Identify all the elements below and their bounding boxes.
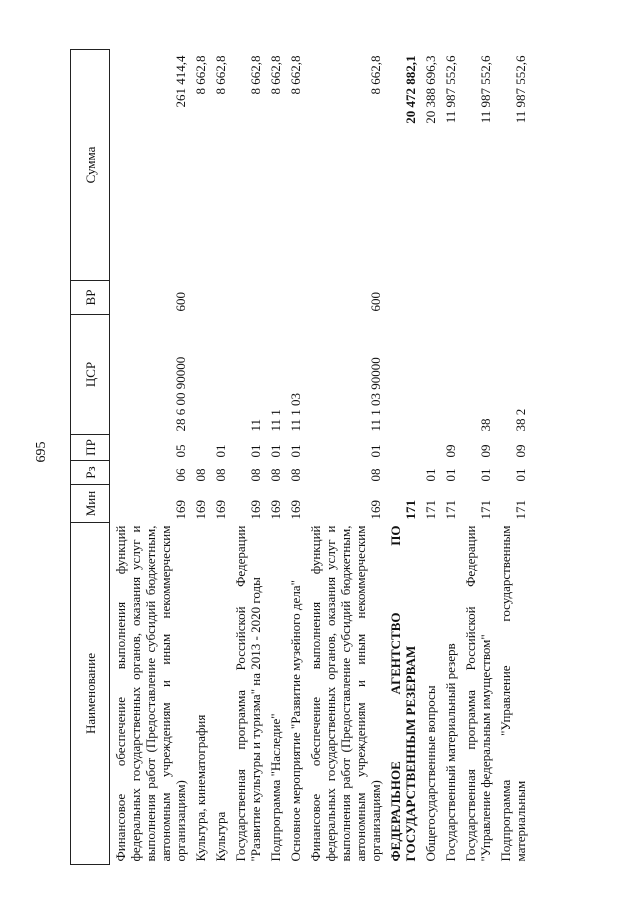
cell-vr <box>190 281 210 315</box>
cell-sum: 8 662,8 <box>268 55 283 95</box>
cell-sum: 8 662,8 <box>248 55 263 95</box>
header-csr: ЦСР <box>71 315 110 435</box>
table-header-row <box>71 50 110 865</box>
cell-csr <box>420 315 440 435</box>
table-row <box>305 50 385 865</box>
table-row <box>495 50 530 865</box>
cell-min: 169 <box>248 500 263 520</box>
cell-pr: 01 <box>268 444 283 458</box>
cell-min: 171 <box>403 500 418 520</box>
cell-csr: 11 1 03 90000 <box>368 357 383 432</box>
header-vr: ВР <box>71 281 110 315</box>
table-row <box>110 50 191 865</box>
cell-name: Финансовое обеспечение выполнения функций федеральных государственных органов, оказания услуг и выполнения работ (Предоставление субсидий бюджетным, автономным учреждениям и иным некоммерческим организациям) <box>113 525 188 862</box>
cell-min: 169 <box>268 500 283 520</box>
cell-vr <box>265 281 285 315</box>
cell-sum: 8 662,8 <box>368 55 383 95</box>
cell-rz: 08 <box>193 468 208 482</box>
cell-pr: 09 <box>478 444 493 458</box>
page-number: 695 <box>34 441 49 463</box>
cell-pr: 09 <box>443 444 458 458</box>
table-row <box>210 50 230 865</box>
cell-pr <box>385 435 420 461</box>
cell-vr <box>440 281 460 315</box>
cell-min: 171 <box>423 500 438 520</box>
cell-sum: 11 987 552,6 <box>513 55 528 124</box>
cell-name: Подпрограмма "Наследие" <box>268 713 283 862</box>
cell-rz: 08 <box>288 468 303 482</box>
cell-vr <box>385 281 420 315</box>
cell-min: 169 <box>173 500 188 520</box>
header-rz: Рз <box>71 461 110 485</box>
cell-vr <box>495 281 530 315</box>
cell-rz: 08 <box>248 468 263 482</box>
cell-pr: 01 <box>248 444 263 458</box>
cell-name: Государственная программа Российской Федерации "Развитие культуры и туризма" на 2013 - 2020 годы <box>233 525 263 862</box>
cell-pr: 01 <box>213 444 228 458</box>
cell-name: Культура <box>213 811 228 862</box>
cell-csr: 11 1 <box>268 409 283 432</box>
cell-pr: 05 <box>173 444 188 458</box>
table-row <box>460 50 495 865</box>
cell-sum: 8 662,8 <box>288 55 303 95</box>
cell-min: 171 <box>443 500 458 520</box>
cell-min: 169 <box>288 500 303 520</box>
cell-rz: 08 <box>268 468 283 482</box>
table-row <box>190 50 210 865</box>
cell-rz: 08 <box>213 468 228 482</box>
header-min: Мин <box>71 485 110 523</box>
table-row <box>385 50 420 865</box>
cell-name: Основное мероприятие "Развитие музейного дела" <box>288 580 303 862</box>
cell-vr <box>460 281 495 315</box>
cell-sum: 20 388 696,3 <box>423 55 438 124</box>
cell-csr <box>385 315 420 435</box>
cell-csr <box>190 315 210 435</box>
cell-name: Общегосударственные вопросы <box>423 685 438 862</box>
cell-csr: 38 2 <box>513 408 528 432</box>
cell-pr: 09 <box>513 444 528 458</box>
cell-pr <box>420 435 440 461</box>
cell-sum: 11 987 552,6 <box>478 55 493 124</box>
table-row <box>285 50 305 865</box>
cell-pr: 01 <box>368 444 383 458</box>
cell-vr <box>285 281 305 315</box>
cell-min: 171 <box>478 500 493 520</box>
cell-csr: 11 <box>248 418 263 432</box>
cell-csr: 11 1 03 <box>288 392 303 432</box>
cell-rz: 01 <box>513 468 528 482</box>
cell-vr <box>420 281 440 315</box>
cell-name: ФЕДЕРАЛЬНОЕ АГЕНТСТВО ПО ГОСУДАРСТВЕННЫМ РЕЗЕРВАМ <box>388 525 418 862</box>
table-row <box>265 50 285 865</box>
cell-name: Подпрограмма "Управление государственным материальным <box>498 525 528 862</box>
cell-sum: 8 662,8 <box>193 55 208 95</box>
cell-name: Финансовое обеспечение выполнения функций федеральных государственных органов, оказания услуг и выполнения работ (Предоставление субсидий бюджетным, автономным учреждениям и иным некоммерческим организациям) <box>308 525 383 862</box>
header-name: Наименование <box>71 523 110 865</box>
cell-name: Культура, кинематография <box>193 714 208 862</box>
table-row <box>440 50 460 865</box>
budget-table <box>70 49 530 865</box>
budget-table-rotated <box>70 50 615 865</box>
cell-vr <box>210 281 230 315</box>
table-row <box>230 50 265 865</box>
cell-rz: 08 <box>368 468 383 482</box>
header-pr: ПР <box>71 435 110 461</box>
header-sum: Сумма <box>71 50 110 281</box>
cell-rz: 06 <box>173 468 188 482</box>
cell-vr: 600 <box>368 292 383 312</box>
table-row <box>420 50 440 865</box>
cell-csr <box>440 315 460 435</box>
cell-name: Государственная программа Российской Федерации "Управление федеральным имуществом" <box>463 525 493 862</box>
cell-csr: 38 <box>478 418 493 432</box>
cell-pr: 01 <box>288 444 303 458</box>
cell-pr <box>190 435 210 461</box>
cell-sum: 20 472 882,1 <box>403 55 418 124</box>
cell-sum: 8 662,8 <box>213 55 228 95</box>
cell-csr <box>210 315 230 435</box>
cell-rz <box>385 461 420 485</box>
cell-min: 169 <box>193 500 208 520</box>
cell-vr: 600 <box>173 292 188 312</box>
cell-rz: 01 <box>443 468 458 482</box>
cell-sum: 261 414,4 <box>173 55 188 108</box>
cell-min: 169 <box>368 500 383 520</box>
cell-rz: 01 <box>478 468 493 482</box>
cell-name: Государственный материальный резерв <box>443 643 458 862</box>
cell-vr <box>230 281 265 315</box>
cell-min: 169 <box>213 500 228 520</box>
cell-min: 171 <box>513 500 528 520</box>
cell-csr: 28 6 00 90000 <box>173 356 188 432</box>
cell-rz: 01 <box>423 468 438 482</box>
cell-sum: 11 987 552,6 <box>443 55 458 124</box>
